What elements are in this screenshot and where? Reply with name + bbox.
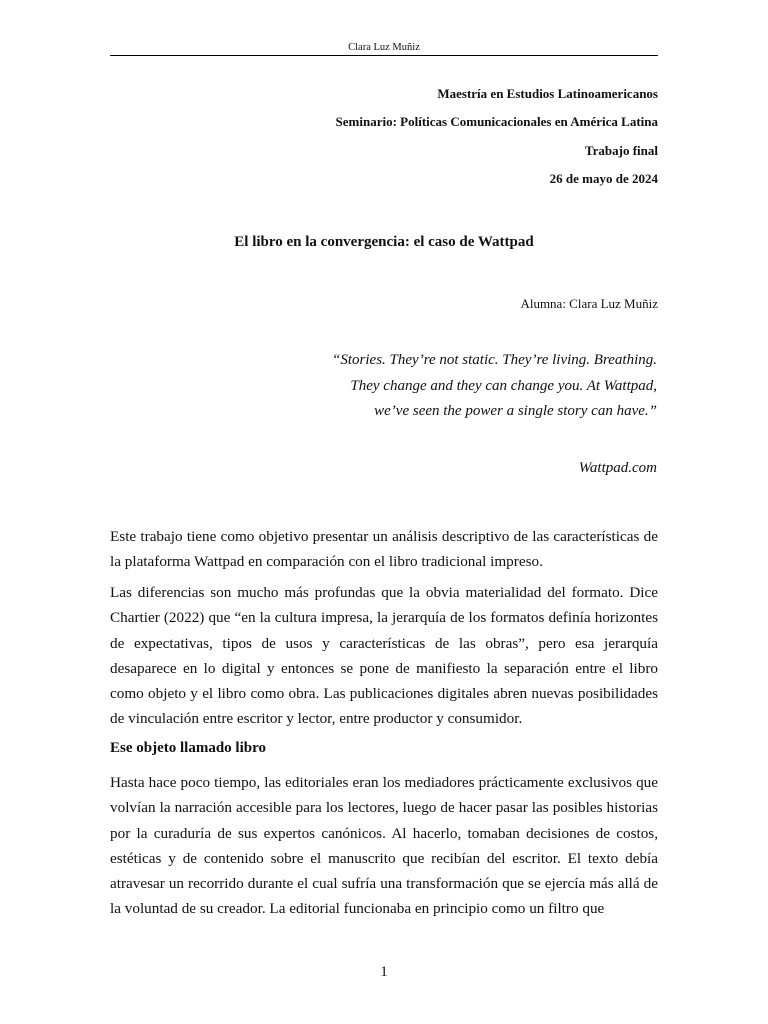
- body-paragraph-2: Las diferencias son mucho más profundas que la obvia materialidad del formato. Dice Chartier (2022) que “en la cultura impresa, la jerarquía de los formatos definía horizontes de expectativas, tipos de usos y características de las obras”, pero esa jerarquía desaparece en lo digital y entonces se pone de manifiesto la separación entre el libro como objeto y el libro como obra. Las publicaciones digitales abren nuevas posibilidades de vinculación entre escritor y lector, entre productor y consumidor.: [110, 584, 658, 728]
- student-line: Alumna: Clara Luz Muñiz: [520, 296, 658, 311]
- header-rule: [110, 55, 658, 56]
- epigraph-quote: “Stories. They’re not static. They’re living. Breathing. They change and they can change you. At Wattpad, we’ve seen the power a single story can have.”: [332, 352, 657, 420]
- epigraph-source: Wattpad.com: [578, 460, 657, 476]
- seminar-line: Seminario: Políticas Comunicacionales en América Latina: [335, 114, 658, 129]
- page-number: 1: [380, 964, 388, 980]
- body-paragraph-1: Este trabajo tiene como objetivo presentar un análisis descriptivo de las características de la plataforma Wattpad en comparación con el libro tradicional impreso.: [110, 528, 658, 571]
- program-line: Maestría en Estudios Latinoamericanos: [437, 86, 658, 101]
- document-title: El libro en la convergencia: el caso de Wattpad: [234, 234, 534, 250]
- section-heading: Ese objeto llamado libro: [110, 740, 266, 756]
- body-paragraph-3: Hasta hace poco tiempo, las editoriales eran los mediadores prácticamente exclusivos que volvían la narración accesible para los lectores, luego de hacer pasar las posibles historias por la curaduría de sus expertos canónicos. Al hacerlo, tomaban decisiones de costos, estéticas y de contenido sobre el manuscrito que recibían del escritor. El texto debía atravesar un recorrido durante el cual sufría una transformación que se ejercía más allá de la voluntad de su creador. La editorial funcionaba en principio como un filtro que: [110, 774, 658, 918]
- work-type-line: Trabajo final: [584, 143, 658, 158]
- date-line: 26 de mayo de 2024: [549, 171, 658, 186]
- running-header-author: Clara Luz Muñiz: [348, 42, 420, 53]
